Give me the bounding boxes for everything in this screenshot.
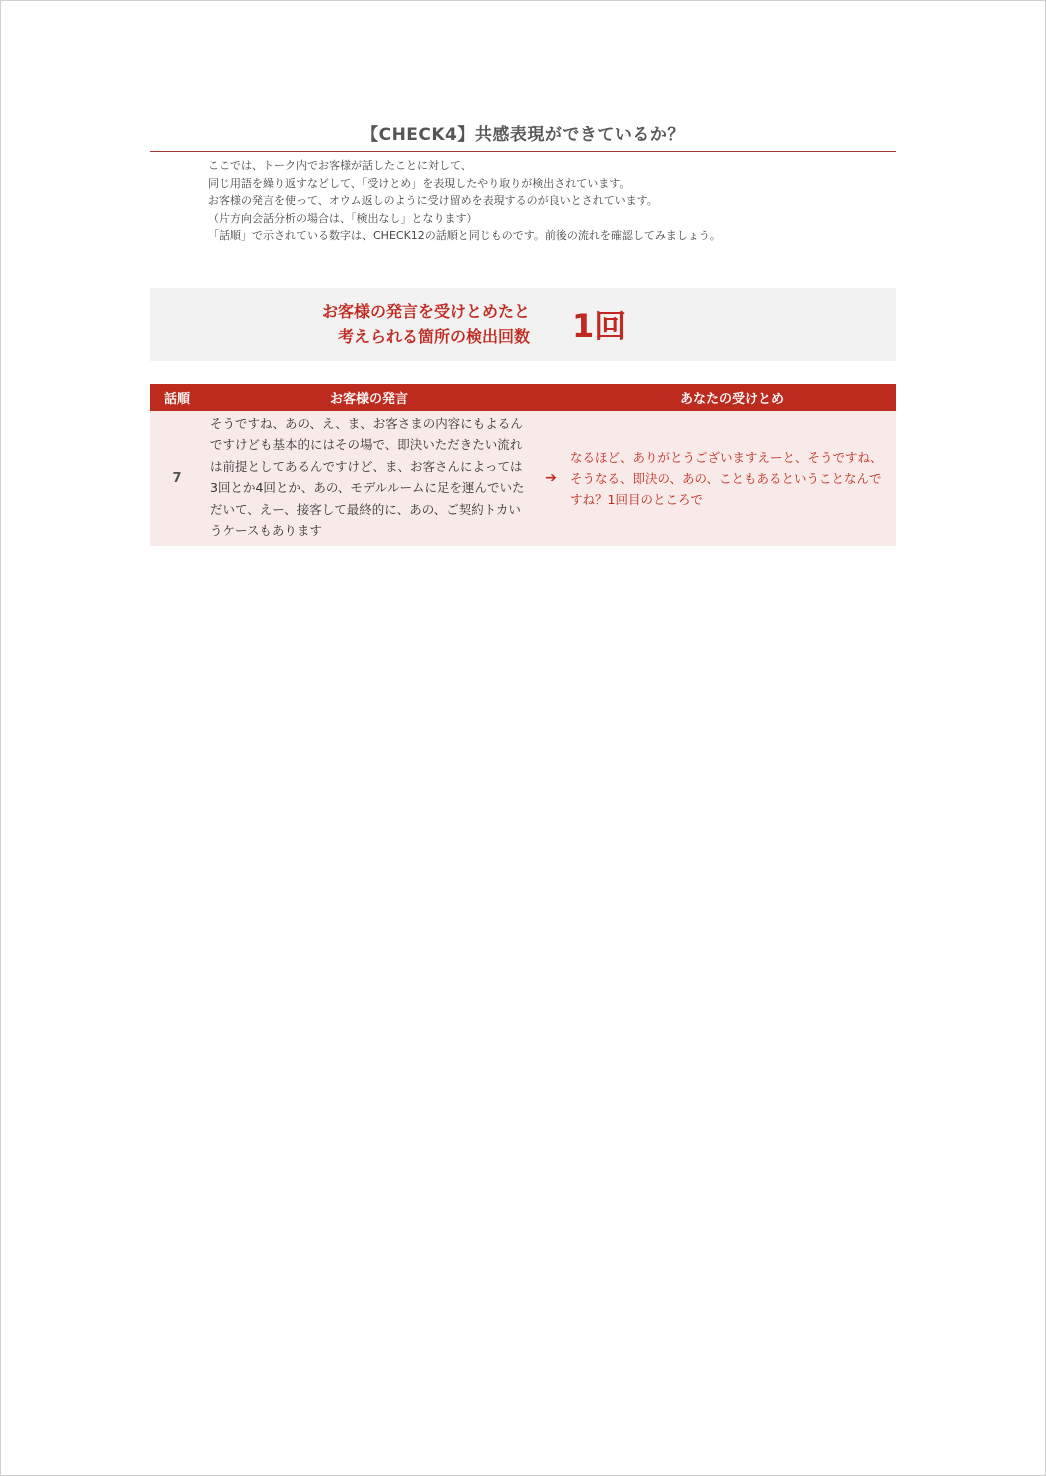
header-arrow-spacer xyxy=(534,384,568,411)
summary-label xyxy=(150,299,530,349)
section-title: 【CHECK4】共感表現ができているか？ xyxy=(150,120,896,152)
row-customer-utterance: そうですね、あの、え、ま、お客さまの内容にもよるんですけども基本的にはその場で、即決いただきたい流れは前提としてあるんですけど、ま、お客さんによっては3回とか4回とか、あの、モデルルームに足を運んでいただいて、えー、接客して最終的に、あの、ご契約トカいうケースもあります xyxy=(204,411,534,546)
arrow-right-icon: ➔ xyxy=(534,411,568,546)
talk-table xyxy=(150,384,896,546)
table-row xyxy=(150,411,896,546)
table-header-row xyxy=(150,384,896,411)
report-section xyxy=(150,120,896,546)
row-response: なるほど、ありがとうございますえーと、そうですね、そうなる、即決の、あの、こともあるということなんですね？1回目のところで xyxy=(568,411,896,546)
header-customer: お客様の発言 xyxy=(204,384,534,411)
row-order: 7 xyxy=(150,411,204,546)
description-block xyxy=(208,157,896,245)
header-order: 話順 xyxy=(150,384,204,411)
description-line: （片方向会話分析の場合は、「検出なし」となります） xyxy=(208,211,478,225)
description-line: ここでは、トーク内でお客様が話したことに対して、 xyxy=(208,159,472,172)
description-line: 同じ用語を繰り返すなどして、「受けとめ」を表現したやり取りが検出されています。 xyxy=(208,176,631,190)
detection-count: 1回 xyxy=(572,307,627,345)
description-line: 「話順」で示されている数字は、CHECK12の話順と同じものです。前後の流れを確認してみましょう。 xyxy=(208,229,721,242)
header-response: あなたの受けとめ xyxy=(568,384,896,411)
summary-label-line2: 考えられる箇所の検出回数 xyxy=(337,327,530,346)
detection-summary xyxy=(150,288,896,361)
summary-label-line1: お客様の発言を受けとめたと xyxy=(321,302,530,321)
description-line: お客様の発言を使って、オウム返しのように受け留めを表現するのが良いとされています。 xyxy=(208,194,658,207)
